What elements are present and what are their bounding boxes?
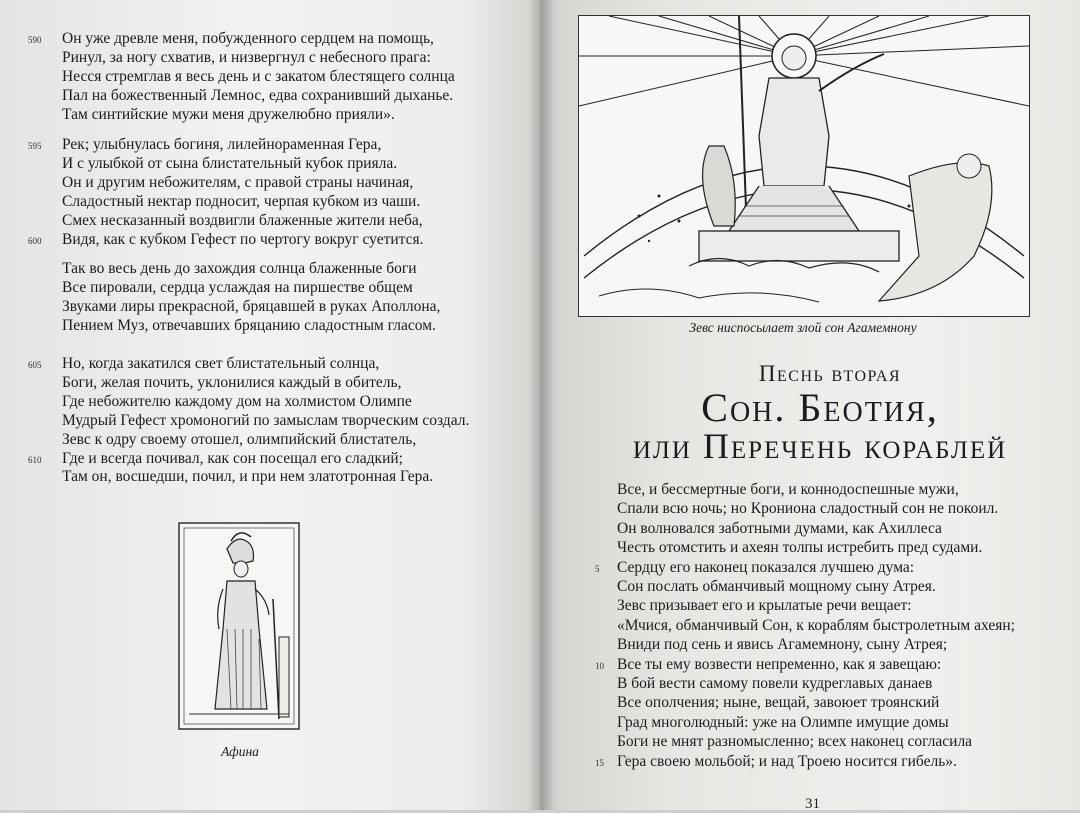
verse-line: Видя, как с кубком Гефест по чертогу вокруг суетится. [62,230,424,248]
verse-line: Гера своею мольбой; и над Троею носится гибель». [617,752,957,770]
athena-illustration [175,519,303,734]
line-number: 605 [28,360,42,370]
athena-caption: Афина [221,744,259,759]
zeus-caption: Зевс ниспосылает злой сон Агамемнону [689,320,917,335]
verse-line: И с улыбкой от сына блистательный кубок прияла. [62,154,398,172]
verse-line: Ринул, за ногу схватив, и низвергнул с небесного прага: [62,48,431,66]
verse-line: Мудрый Гефест хромоногий по замыслам творческим создал. [62,411,470,429]
page-number: 31 [805,796,820,812]
verse-line: Там синтийские мужи меня дружелюбно прияли». [62,105,395,123]
verse-line: Но, когда закатился свет блистательный солнца, [62,355,380,372]
verse-line: Спали всю ночь; но Крониона сладостный сон не покоил. [617,500,999,518]
verse-line: «Мчися, обманчивый Сон, к кораблям быстролетным ахеян; [617,616,1015,634]
athena-drawing [175,519,303,734]
verse-line: Все, и бессмертные боги, и коннодоспешные мужи, [617,481,959,498]
verse-line: Сладостный нектар подносит, черпая кубком из чаши. [62,192,421,210]
verse-line: Рек; улыбнулась богиня, лилейнораменная Гера, [62,136,382,153]
verse-line: Так во весь день до захождия солнца блаженные боги [62,260,417,277]
line-number: 10 [595,660,604,671]
verse-line: Где и всегда почивал, как сон посещал его сладкий; [62,449,403,467]
verse-line: Пал на божественный Лемнос, едва сохранивший дыханье. [62,86,454,104]
verse-line: Вниди под сень и явись Агамемнону, сыну Атрея; [617,636,948,654]
verse-line: Пением Муз, отвечавших бряцанию сладостным гласом. [62,316,436,334]
line-number: 590 [28,35,42,45]
verse-line: Зевс к одру своему отошел, олимпийский блистатель, [62,430,417,448]
verse-line: Звуками лиры прекрасной, бряцавшей в руках Аполлона, [62,297,441,315]
verse-line: Он и другим небожителям, с правой страны начиная, [62,173,414,191]
verse-line: Все ты ему возвести непременно, как я завещаю: [617,655,942,673]
verse-line: Смех несказанный воздвигли блаженные жители неба, [62,211,423,229]
verse-line: Сердцу его наконец показался лучшею дума: [617,558,915,576]
book-gutter [528,0,554,810]
verse-line: Он уже древле меня, побужденного сердцем на помощь, [62,30,434,47]
verse-line: Все ополчения; ныне, вещай, завоюет троянский [617,694,940,712]
line-number: 600 [28,235,42,246]
song-label: Песнь вторая [758,361,902,386]
line-number: 15 [595,757,604,768]
chapter-title-line2: или Перечень кораблей [632,426,1008,466]
verse-line: Зевс призывает его и крылатые речи вещает: [617,597,912,615]
zeus-drawing [579,16,1029,316]
verse-line: Честь отомстить и ахеян толпы истребить пред судами. [617,539,983,557]
verse-line: Где небожителю каждому дом на холмистом Олимпе [62,392,412,410]
line-number: 595 [28,141,42,151]
verse-line: Там он, восшедши, почил, и при нем златотронная Гера. [62,468,434,486]
verse-line: Град многолюдный: уже на Олимпе имущие домы [617,713,949,731]
line-number: 5 [595,563,600,574]
verse-line: Боги, желая почить, уклонилися каждый в обитель, [62,373,402,391]
verse-line: Он волновался заботными думами, как Ахиллеса [617,519,942,537]
zeus-illustration [578,15,1030,317]
verse-line: В бой вести самому повели кудреглавых данаев [617,675,933,692]
verse-line: Все пировали, сердца услаждая на пиршестве общем [62,278,413,296]
line-number: 610 [28,454,42,465]
verse-line: Боги не мнят разномысленно; всех наконец согласила [617,733,973,751]
verse-line: Сон послать обманчивый мощному сыну Атрея. [617,578,936,595]
chapter-title-line1: Сон. Беотия, [701,385,939,430]
verse-line: Несся стремглав я весь день и с закатом блестящего солнца [62,67,455,85]
